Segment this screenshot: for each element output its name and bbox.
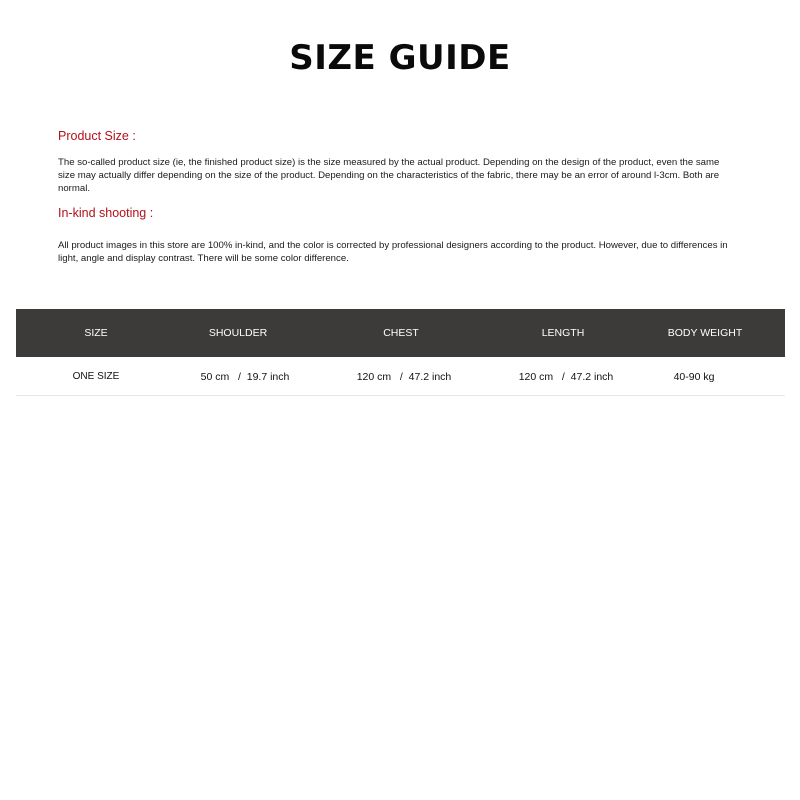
table-row bbox=[16, 357, 785, 396]
header-chest: CHEST bbox=[383, 327, 419, 339]
in-kind-shooting-text: All product images in this store are 100% in-kind, and the color is corrected by professional designers according to the product. However, due to differences in light, angle and display contrast. There will be some color difference. bbox=[58, 240, 728, 264]
size-table-header bbox=[16, 309, 785, 357]
header-length: LENGTH bbox=[541, 327, 585, 339]
page-title: SIZE GUIDE bbox=[289, 38, 511, 78]
product-size-text: The so-called product size (ie, the finished product size) is the size measured by the actual product. Depending on the design of the product, even the same size may actually differ depending on the size of the product. Depending on the characteristics of the fabric, there may be an error of around l-3cm. Both are normal. bbox=[58, 157, 720, 194]
cell-size: ONE SIZE bbox=[72, 371, 120, 382]
in-kind-shooting-heading: In-kind shooting : bbox=[58, 206, 154, 220]
cell-body-weight: 40-90 kg bbox=[673, 371, 715, 383]
header-body-weight: BODY WEIGHT bbox=[667, 327, 743, 339]
header-shoulder: SHOULDER bbox=[208, 327, 268, 339]
cell-length: 120 cm / 47.2 inch bbox=[518, 371, 614, 383]
cell-shoulder: 50 cm / 19.7 inch bbox=[200, 371, 290, 383]
header-size: SIZE bbox=[84, 327, 108, 339]
product-size-heading: Product Size : bbox=[58, 129, 136, 143]
cell-chest: 120 cm / 47.2 inch bbox=[356, 371, 452, 383]
